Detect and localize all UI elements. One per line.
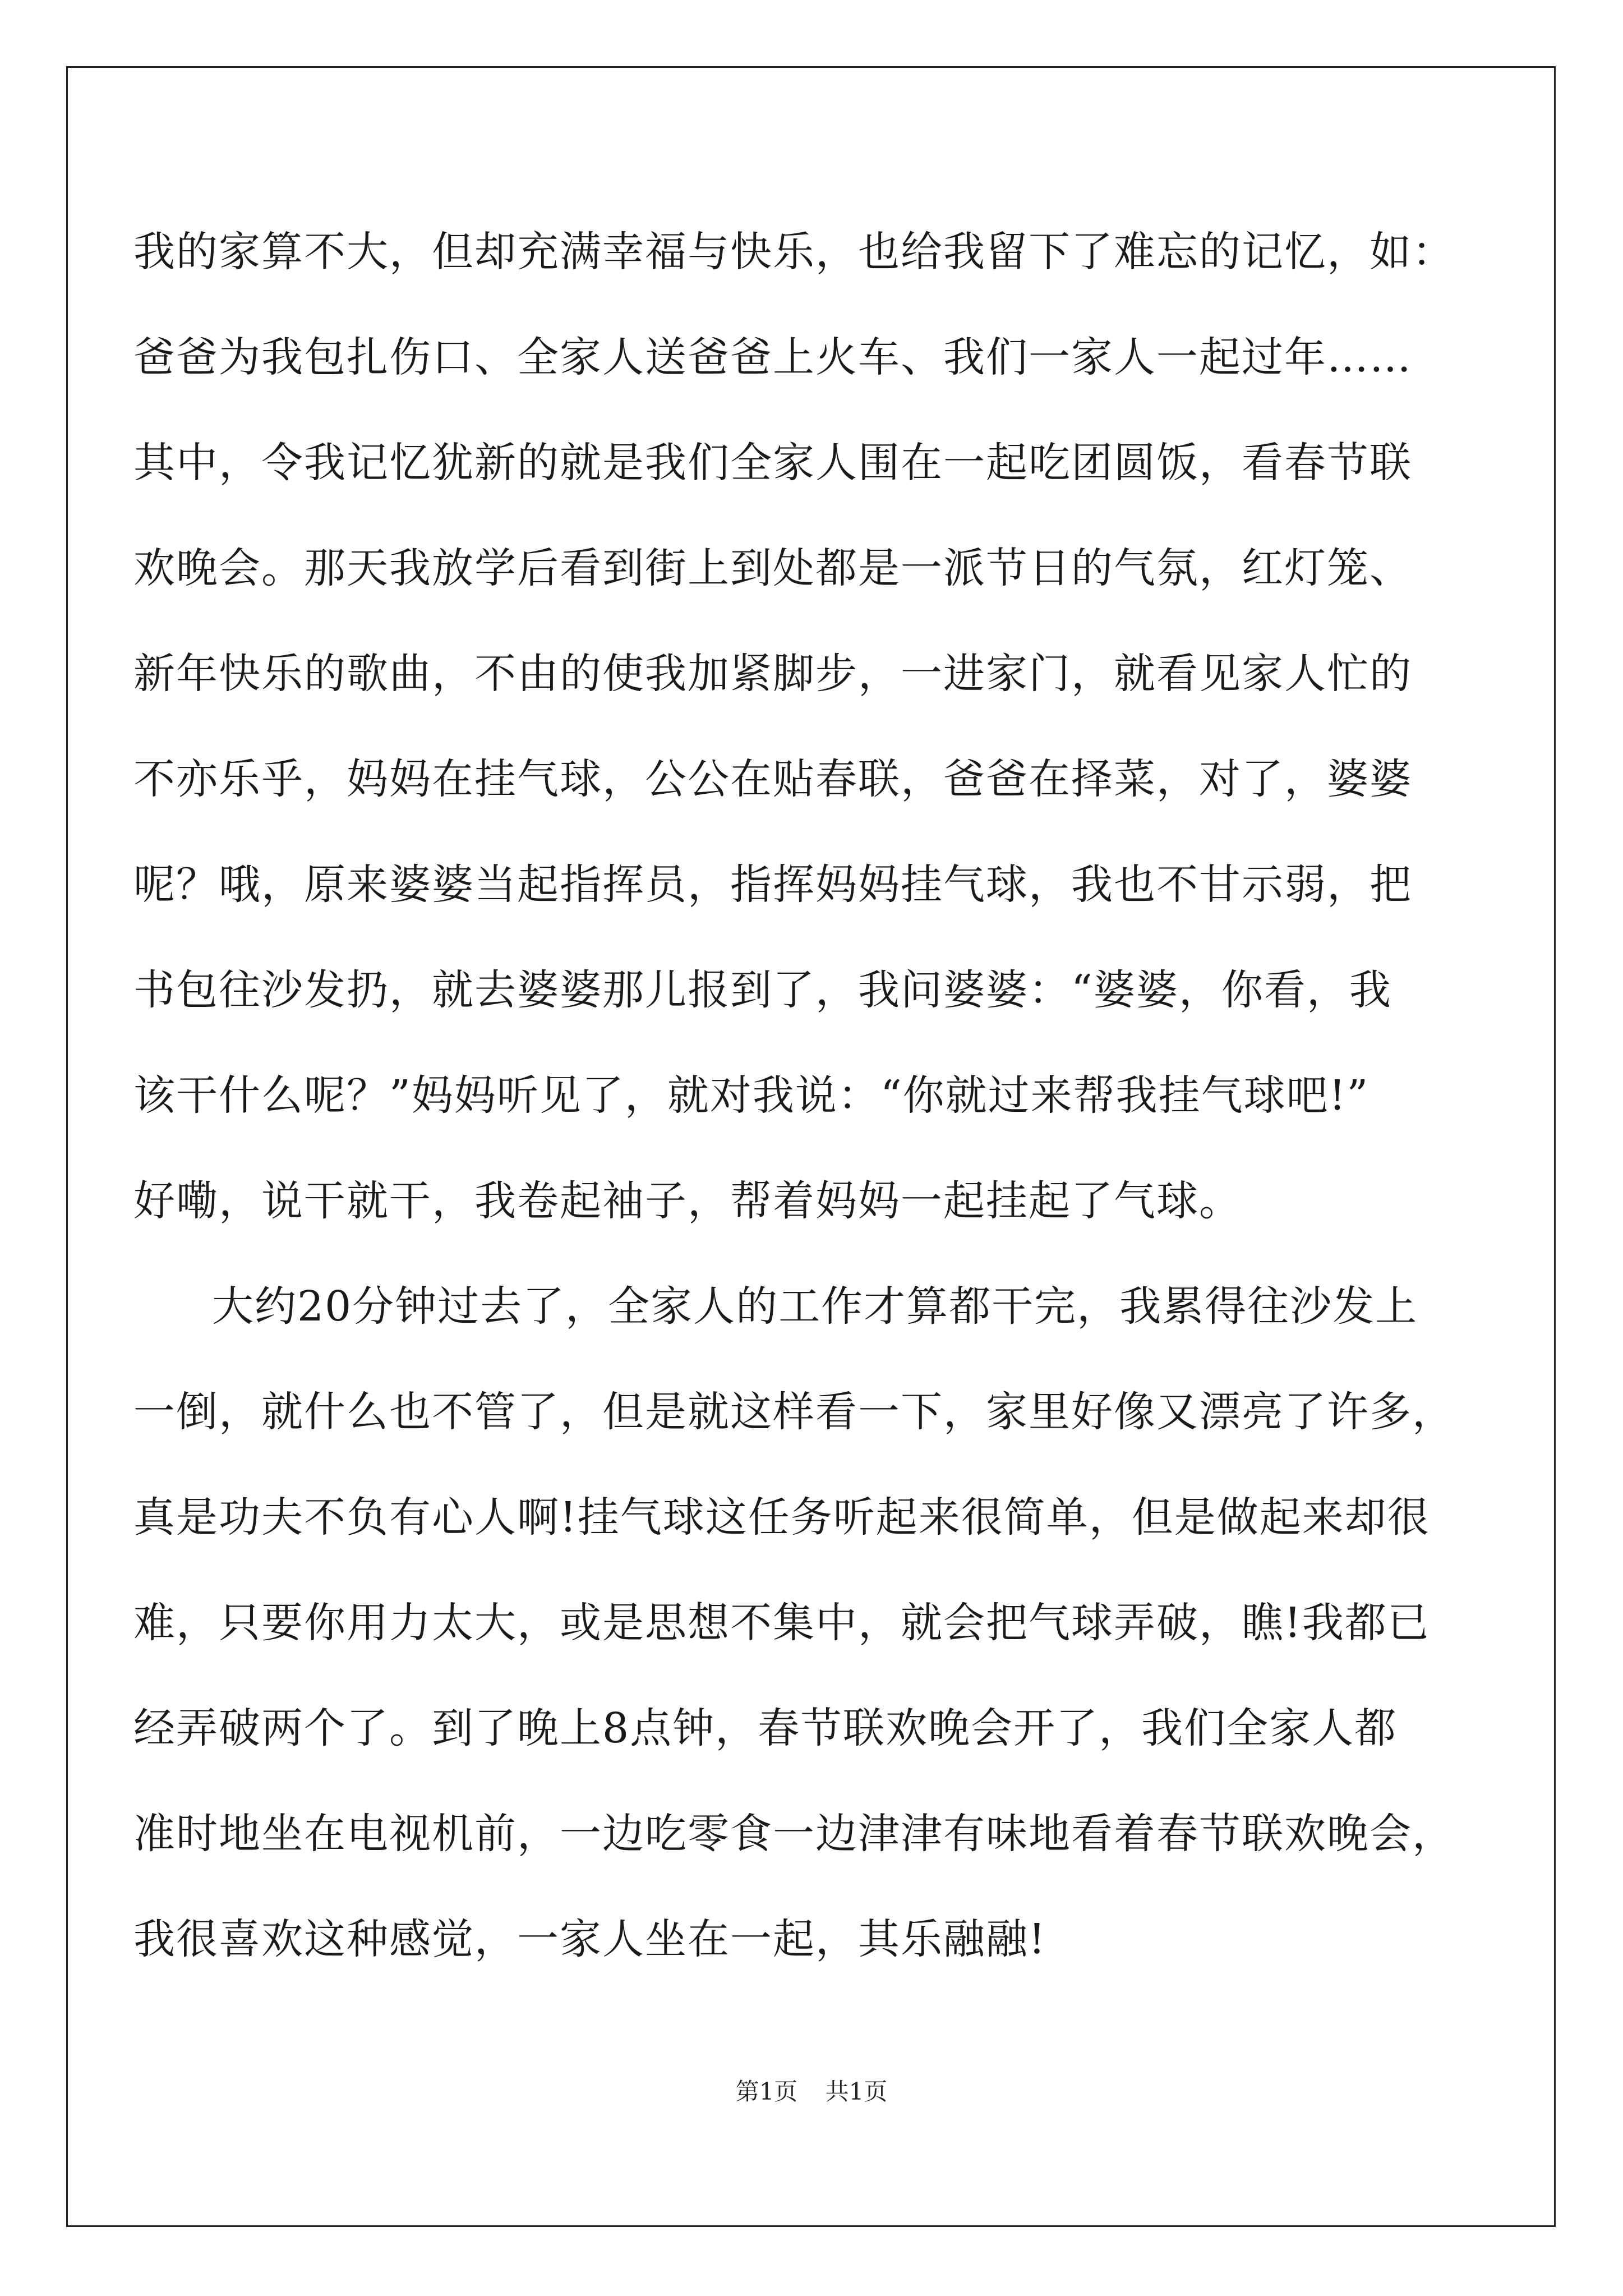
page-total: 共1页	[825, 2078, 888, 2105]
text-line: 经弄破两个了。到了晚上8点钟，春节联欢晚会开了，我们全家人都	[133, 1704, 1398, 1752]
text-line: 该干什么呢？”妈妈听见了，就对我说：“你就过来帮我挂气球吧!”	[133, 1071, 1370, 1120]
text-line: 真是功夫不负有心人啊!挂气球这任务听起来很简单，但是做起来却很	[133, 1493, 1430, 1542]
page-border	[66, 66, 1556, 2227]
text-line: 我的家算不大，但却充满幸福与快乐，也给我留下了难忘的记忆，如：	[133, 228, 1455, 276]
text-line: 准时地坐在电视机前，一边吃零食一边津津有味地看着春节联欢晚会，	[133, 1810, 1455, 1858]
text-line: 难，只要你用力太大，或是思想不集中，就会把气球弄破，瞧!我都已	[133, 1599, 1430, 1647]
text-line: 新年快乐的歌曲，不由的使我加紧脚步，一进家门，就看见家人忙的	[133, 650, 1412, 698]
text-line: 爸爸为我包扎伤口、全家人送爸爸上火车、我们一家人一起过年……	[133, 333, 1412, 381]
text-line: 我很喜欢这种感觉，一家人坐在一起，其乐融融!	[133, 1915, 1046, 1963]
text-line: 其中，令我记忆犹新的就是我们全家人围在一起吃团圆饭，看春节联	[133, 439, 1412, 487]
text-line-indented: 大约20分钟过去了，全家人的工作才算都干完，我累得往沙发上	[212, 1282, 1418, 1331]
text-line: 不亦乐乎，妈妈在挂气球，公公在贴春联，爸爸在择菜，对了，婆婆	[133, 755, 1412, 803]
page-footer	[0, 2080, 1623, 2104]
text-line: 好嘞，说干就干，我卷起袖子，帮着妈妈一起挂起了气球。	[133, 1177, 1242, 1225]
text-line: 书包往沙发扔，就去婆婆那儿报到了，我问婆婆：“婆婆，你看，我	[133, 966, 1392, 1014]
page-number: 第1页	[735, 2078, 798, 2105]
text-line: 一倒，就什么也不管了，但是就这样看一下，家里好像又漂亮了许多，	[133, 1388, 1455, 1436]
text-line: 呢？哦，原来婆婆当起指挥员，指挥妈妈挂气球，我也不甘示弱，把	[133, 861, 1412, 909]
text-line: 欢晚会。那天我放学后看到街上到处都是一派节日的气氛，红灯笼、	[133, 544, 1412, 592]
